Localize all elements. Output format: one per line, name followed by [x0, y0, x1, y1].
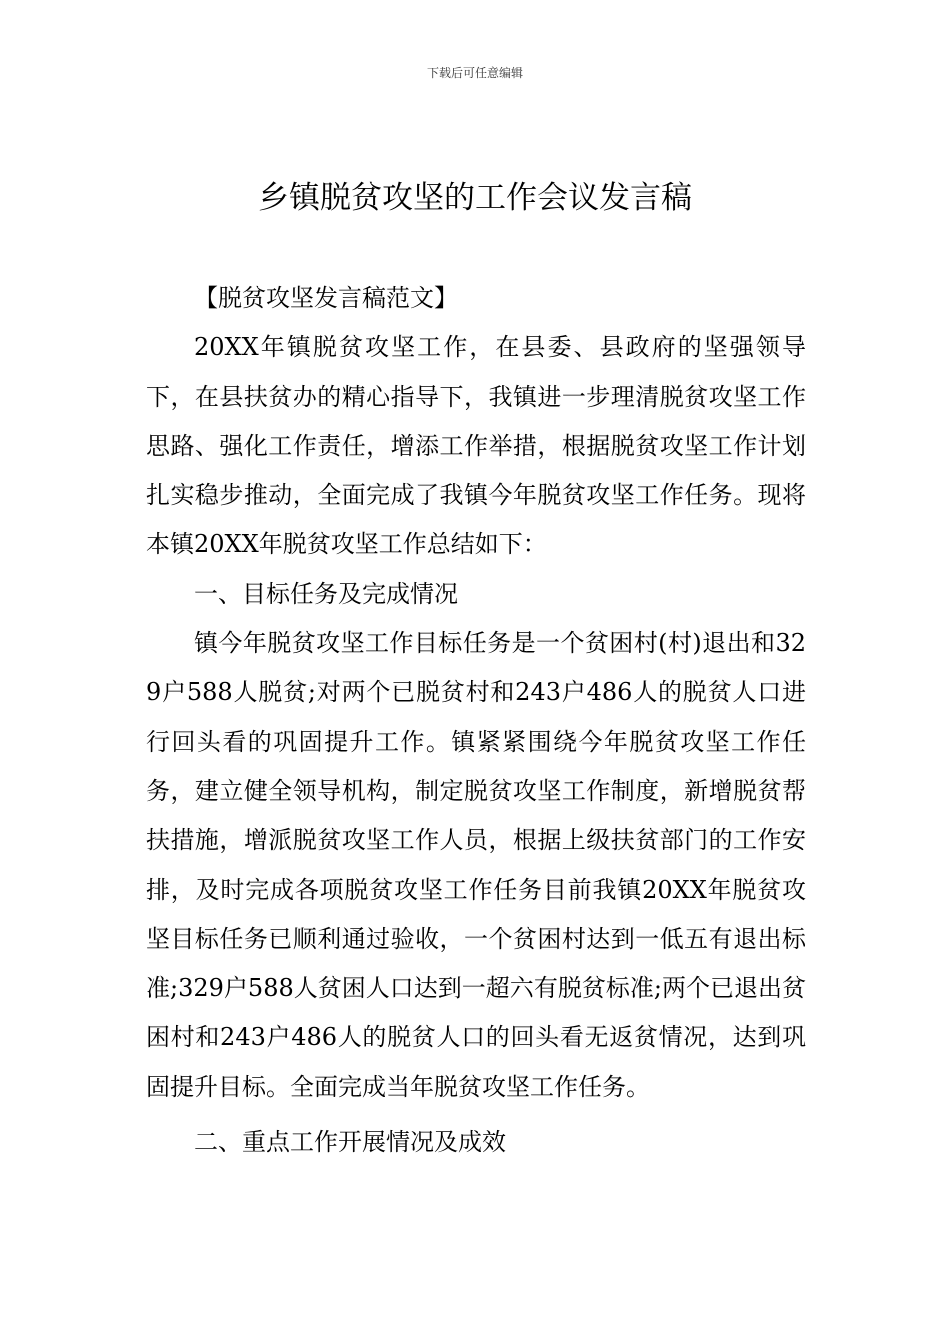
document-title: 乡镇脱贫攻坚的工作会议发言稿	[258, 180, 692, 216]
tag-line: 【脱贫攻坚发言稿范文】	[194, 284, 458, 312]
header-note: 下载后可任意编辑	[426, 66, 523, 80]
document-body	[146, 274, 806, 1167]
paragraph-2: 镇今年脱贫攻坚工作目标任务是一个贫困村(村)退出和329户588人脱贫;对两个已脱贫村和243户486人的脱贫人口进行回头看的巩固提升工作。镇紧紧围绕今年脱贫攻坚工作任务，建立健全领导机构，制定脱贫攻坚工作制度，新增脱贫帮扶措施，增派脱贫攻坚工作人员，根据上级扶贫部门的工作安排，及时完成各项脱贫攻坚工作任务目前我镇20XX年脱贫攻坚目标任务已顺利通过验收，一个贫困村达到一低五有退出标准;329户588人贫困人口达到一超六有脱贫标准;两个已退出贫困村和243户486人的脱贫人口的回头看无返贫情况，达到巩固提升目标。全面完成当年脱贫攻坚工作任务。	[146, 629, 806, 1101]
section-2-heading: 二、重点工作开展情况及成效	[194, 1128, 506, 1157]
section-1-heading: 一、目标任务及完成情况	[194, 579, 458, 608]
paragraph-1: 20XX年镇脱贫攻坚工作，在县委、县政府的坚强领导下，在县扶贫办的精心指导下，我镇进一步理清脱贫攻坚工作思路、强化工作责任，增添工作举措，根据脱贫攻坚工作计划扎实稳步推动，全面完成了我镇今年脱贫攻坚工作任务。现将本镇20XX年脱贫攻坚工作总结如下：	[146, 333, 806, 559]
